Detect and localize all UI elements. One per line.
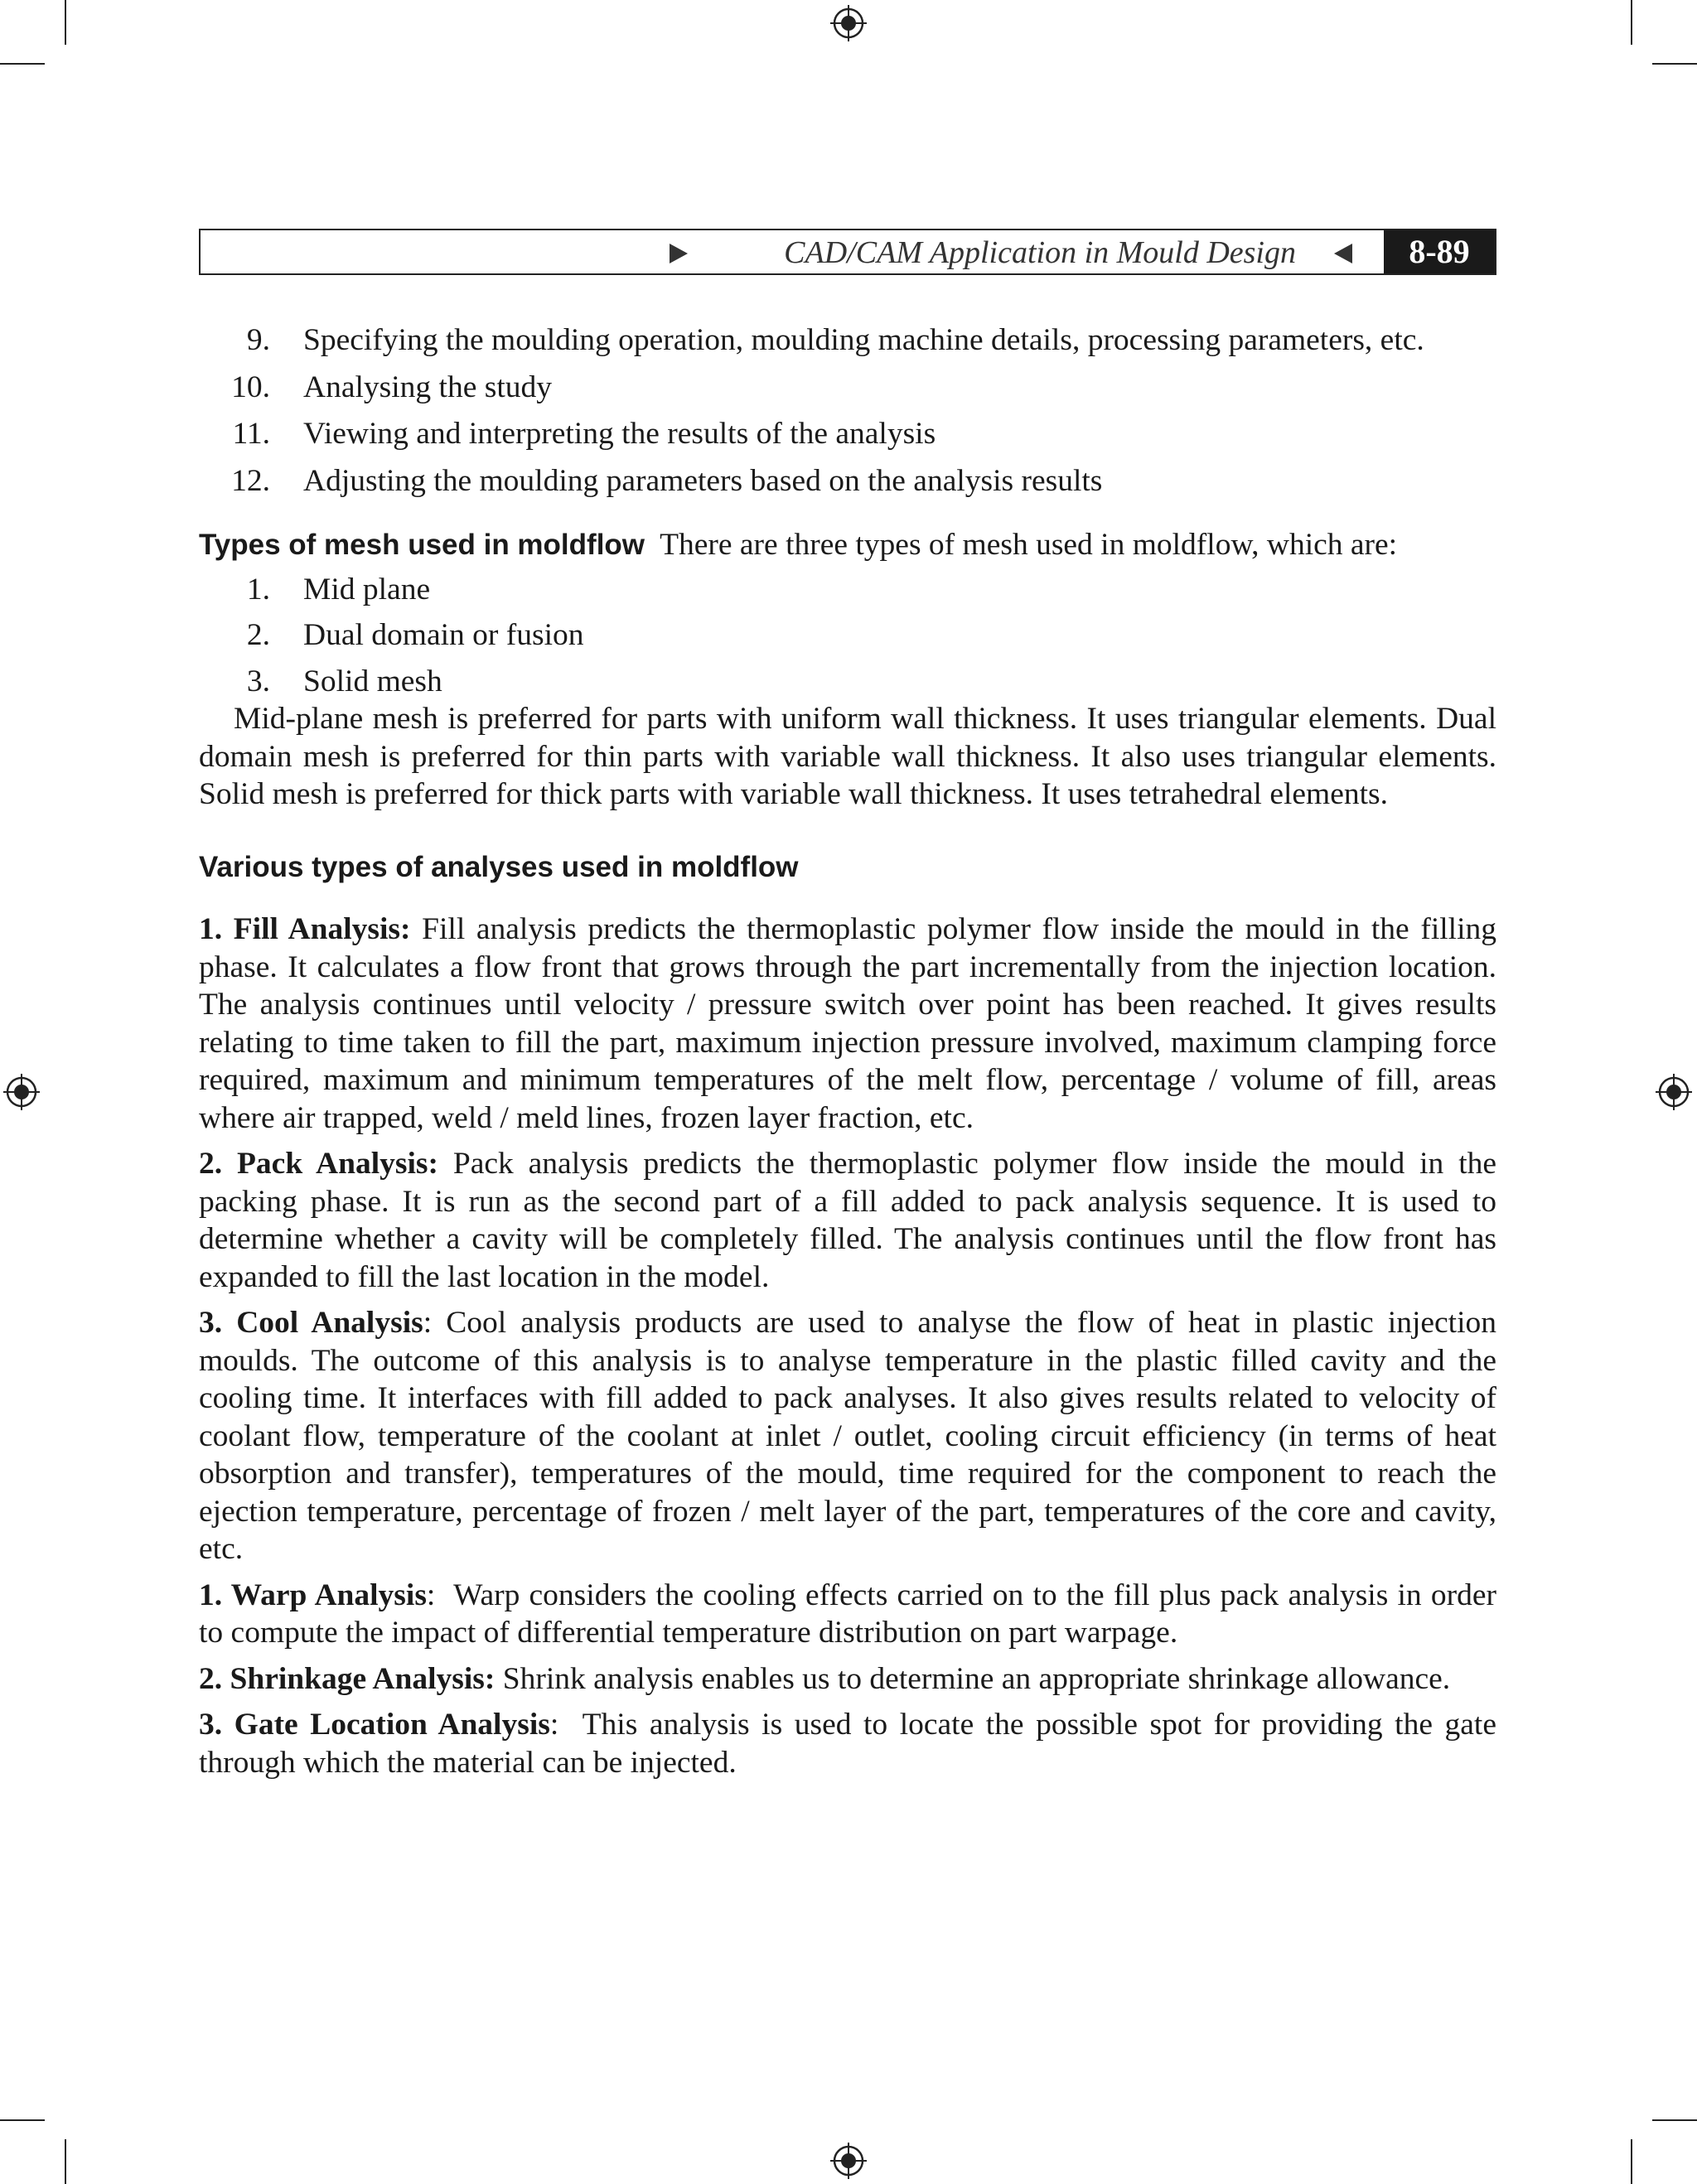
running-header [199,229,1496,275]
crop-mark [1631,2139,1632,2184]
list-item: 3. Solid mesh [246,664,442,698]
page-number: 8-89 [1384,230,1495,273]
steps-list [199,321,1496,500]
registration-mark-icon [1656,1074,1692,1110]
registration-mark-icon [3,1074,40,1110]
analysis-item: 3. Gate Location Analysis: This analysis is used to locate the possible spot for providing the gate through which the material can be injected. [199,1708,1496,1780]
mesh-paragraph: Mid-plane mesh is preferred for parts with uniform wall thickness. It uses triangular elements. Dual domain mesh is preferred for thin parts with variable wall thickness. It also uses triangular elements. Solid mesh is preferred for thick parts with variable wall thickness. It uses tetrahedral elements. [199,702,1496,811]
crop-mark [65,0,66,45]
crop-mark [65,2139,66,2184]
triangle-right-icon [670,244,688,263]
header-title: CAD/CAM Application in Mould Design [784,235,1296,270]
list-item: 11. Viewing and interpreting the results of the analysis [232,417,936,451]
list-item: 1. Mid plane [246,572,431,606]
crop-mark [1652,63,1697,65]
crop-mark [0,2119,45,2121]
list-item: 12. Adjusting the moulding parameters based on the analysis results [231,463,1103,498]
mesh-intro-text: There are three types of mesh used in moldflow, which are: [660,528,1398,562]
page-body [199,321,1496,1781]
analysis-item: 2. Shrinkage Analysis: Shrink analysis enables us to determine an appropriate shrinkage allowance. [199,1661,1451,1696]
analysis-item: 1. Fill Analysis: Fill analysis predicts the thermoplastic polymer flow inside the mould in the filling phase. It calculates a flow front that grows through the part incrementally from the injection location. The analysis continues until velocity / pressure switch over point has been reached. It gives results relating to time taken to fill the part, maximum injection pressure involved, maximum clamping force required, maximum and minimum temperatures of the melt flow, percentage / volume of fill, areas where air trapped, weld / meld lines, frozen layer fraction, etc. [199,912,1497,1135]
mesh-heading: Types of mesh used in moldflow [199,529,645,561]
analysis-item: 2. Pack Analysis: Pack analysis predicts the thermoplastic polymer flow inside the mould in the packing phase. It is run as the second part of a fill added to pack analysis sequence. It is used to determine whether a cavity will be completely filled. The analysis continues until the flow front has expanded to fill the last location in the model. [199,1147,1497,1294]
registration-mark-icon [830,5,867,41]
analysis-item: 1. Warp Analysis: Warp considers the cooling effects carried on to the fill plus pack analysis in order to compute the impact of differential temperature distribution on part warpage. [199,1578,1496,1650]
mesh-types-list [199,571,1496,701]
crop-mark [1631,0,1632,45]
list-item: 10. Analysing the study [231,370,552,404]
crop-mark [0,63,45,65]
list-item: 2. Dual domain or fusion [246,618,584,652]
analyses-heading: Various types of analyses used in moldflow [199,850,799,883]
mesh-intro-paragraph [199,526,1496,564]
crop-mark [1652,2119,1697,2121]
registration-mark-icon [830,2143,867,2179]
analysis-item: 3. Cool Analysis: Cool analysis products are used to analyse the flow of heat in plastic injection moulds. The outcome of this analysis is to analyse temperature in the plastic filled cavity and the cooling time. It interfaces with fill added to pack analyses. It also gives results related to velocity of coolant flow, temperature of the coolant at inlet / outlet, cooling circuit efficiency (in terms of heat obsorption and transfer), temperatures of the mould, time required for the component to reach the ejection temperature, percentage of frozen / melt layer of the part, temperatures of the core and cavity, etc. [199,1306,1496,1566]
triangle-left-icon [1334,244,1352,263]
list-item: 9. Specifying the moulding operation, moulding machine details, processing parameters, etc. [246,323,1424,357]
